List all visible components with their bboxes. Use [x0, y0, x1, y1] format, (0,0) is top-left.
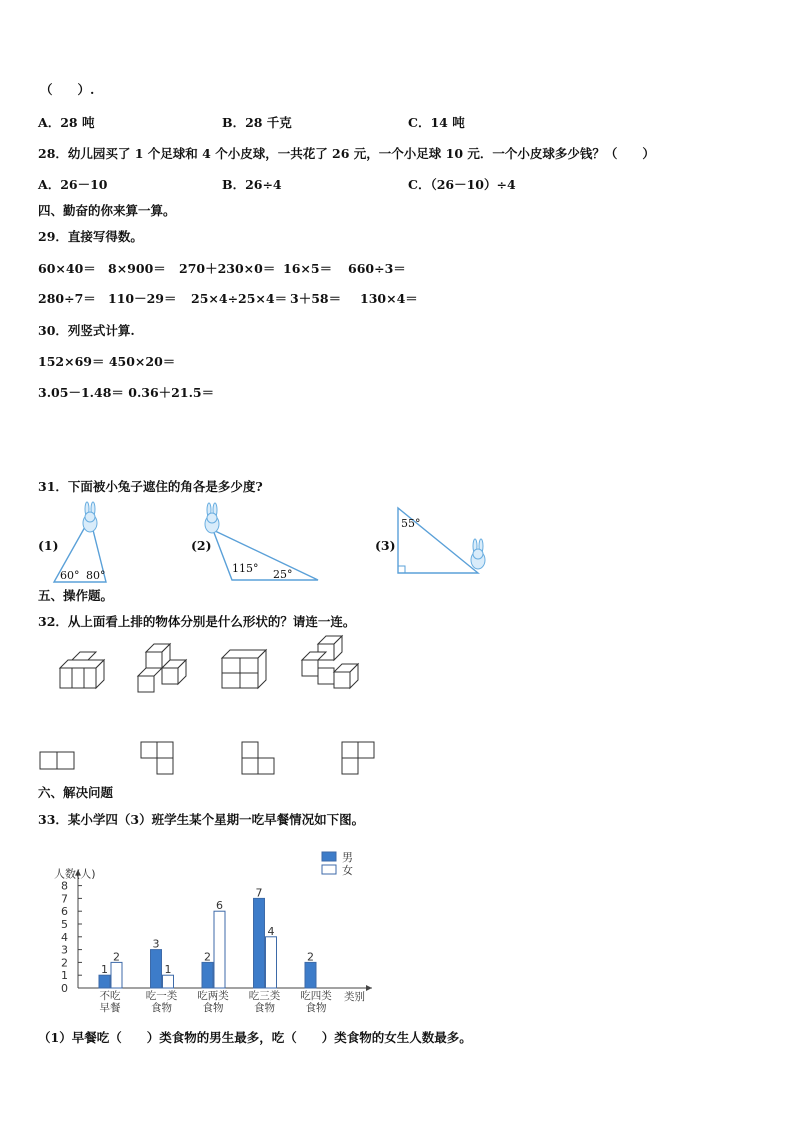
q29-row1-item: 660÷3＝	[348, 261, 406, 276]
y-axis-label: 人数(人)	[54, 867, 96, 881]
q28-option-b: B．26÷4	[222, 177, 282, 192]
category-label: 不吃	[99, 990, 121, 1002]
q29-row1-item: 8×900＝	[108, 261, 166, 276]
q29-row1-item: 270＋230×0＝	[179, 261, 276, 276]
bar-value-label: 7	[255, 886, 263, 900]
bar	[111, 962, 122, 988]
legend-label: 女	[342, 864, 353, 877]
q29-row2-item: 110－29＝	[108, 291, 177, 306]
category-label: 吃两类	[197, 990, 229, 1002]
q29-title: 29．直接写得数。	[38, 229, 143, 244]
q29-row2-item: 3＋58＝	[290, 291, 342, 306]
angle-label: 55°	[401, 517, 421, 530]
bar-value-label: 4	[267, 924, 275, 938]
bar	[99, 975, 110, 988]
q33-title: 33．某小学四（3）班学生某个星期一吃早餐情况如下图。	[38, 812, 365, 827]
q27-option-b: B．28 千克	[222, 115, 292, 130]
q31-fig2-label: (2)	[191, 538, 212, 553]
y-tick-label: 1	[61, 969, 68, 983]
y-tick-label: 6	[61, 905, 68, 919]
bar-value-label: 6	[216, 899, 223, 913]
y-tick-label: 0	[61, 982, 68, 995]
category-label: 食物	[151, 1002, 172, 1014]
q27-stem-tail: （ ）.	[40, 82, 95, 97]
y-tick-label: 4	[61, 930, 68, 944]
legend-label: 男	[342, 851, 353, 864]
angle-label: 80°	[86, 569, 106, 582]
q29-row2-item: 280÷7＝	[38, 291, 96, 306]
bar	[163, 975, 174, 988]
q31-fig3-label: (3)	[375, 538, 396, 553]
section4-title: 四、勤奋的你来算一算。	[38, 203, 176, 218]
q27-option-a: A．28 吨	[38, 115, 95, 130]
category-label: 早餐	[99, 1002, 121, 1014]
q27-option-c: C．14 吨	[408, 115, 465, 130]
category-label: 吃四类	[300, 990, 332, 1002]
section5-title: 五、操作题。	[38, 588, 114, 603]
legend-swatch	[322, 852, 336, 861]
bar-value-label: 3	[152, 937, 160, 951]
y-tick-label: 8	[61, 879, 68, 893]
chart-legend	[322, 851, 353, 877]
bar-value-label: 2	[204, 950, 211, 964]
q28-stem: 28．幼儿园买了 1 个足球和 4 个小皮球，一共花了 26 元，一个小足球 10 元．一个小皮球多少钱？（ ）	[38, 146, 655, 161]
y-tick-label: 5	[61, 918, 68, 931]
q31-title: 31．下面被小兔子遮住的角各是多少度?	[38, 479, 263, 494]
q29-row2-item: 130×4＝	[360, 291, 418, 306]
section6-title: 六、解决问题	[38, 785, 114, 800]
bar	[305, 962, 316, 988]
bar	[202, 962, 213, 988]
angle-label: 115°	[232, 562, 259, 575]
angle-label: 25°	[273, 568, 293, 581]
chart-bars	[99, 898, 316, 988]
q33-sub1: （1）早餐吃（ ）类食物的男生最多，吃（ ）类食物的女生人数最多。	[38, 1030, 472, 1045]
q29-row1-item: 16×5＝	[283, 261, 333, 276]
y-tick-label: 2	[61, 956, 68, 970]
q29-row1-item: 60×40＝	[38, 261, 96, 276]
q28-option-a: A．26－10	[38, 177, 108, 192]
category-label: 食物	[202, 1002, 224, 1014]
y-tick-label: 7	[61, 892, 68, 906]
category-label: 吃一类	[145, 990, 178, 1002]
bar	[214, 911, 225, 988]
q31-fig1-label: (1)	[38, 538, 59, 553]
q30-row1: 152×69＝ 450×20＝	[38, 354, 176, 369]
bar	[254, 898, 265, 988]
x-axis-label: 类别	[344, 991, 365, 1003]
category-label: 食物	[305, 1002, 327, 1014]
x-axis-arrow	[366, 985, 372, 991]
bar	[266, 937, 277, 988]
category-label: 吃三类	[248, 990, 281, 1002]
q30-title: 30．列竖式计算.	[38, 323, 135, 338]
bar-value-label: 2	[113, 950, 120, 964]
q28-option-c: C．（26－10）÷4	[408, 177, 516, 192]
angle-label: 60°	[60, 569, 80, 582]
chart-labels	[54, 867, 365, 1014]
category-label: 食物	[254, 1002, 275, 1014]
q32-title: 32．从上面看上排的物体分别是什么形状的？请连一连。	[38, 614, 356, 629]
q30-row2: 3.05－1.48＝ 0.36＋21.5＝	[38, 385, 215, 400]
y-tick-label: 3	[61, 943, 68, 957]
bar	[151, 950, 162, 988]
bar-value-label: 2	[307, 950, 314, 964]
q29-row2-item: 25×4÷25×4＝	[191, 291, 288, 306]
bar-value-label: 1	[101, 963, 108, 977]
legend-swatch	[322, 865, 336, 874]
bar-value-label: 1	[164, 963, 172, 977]
